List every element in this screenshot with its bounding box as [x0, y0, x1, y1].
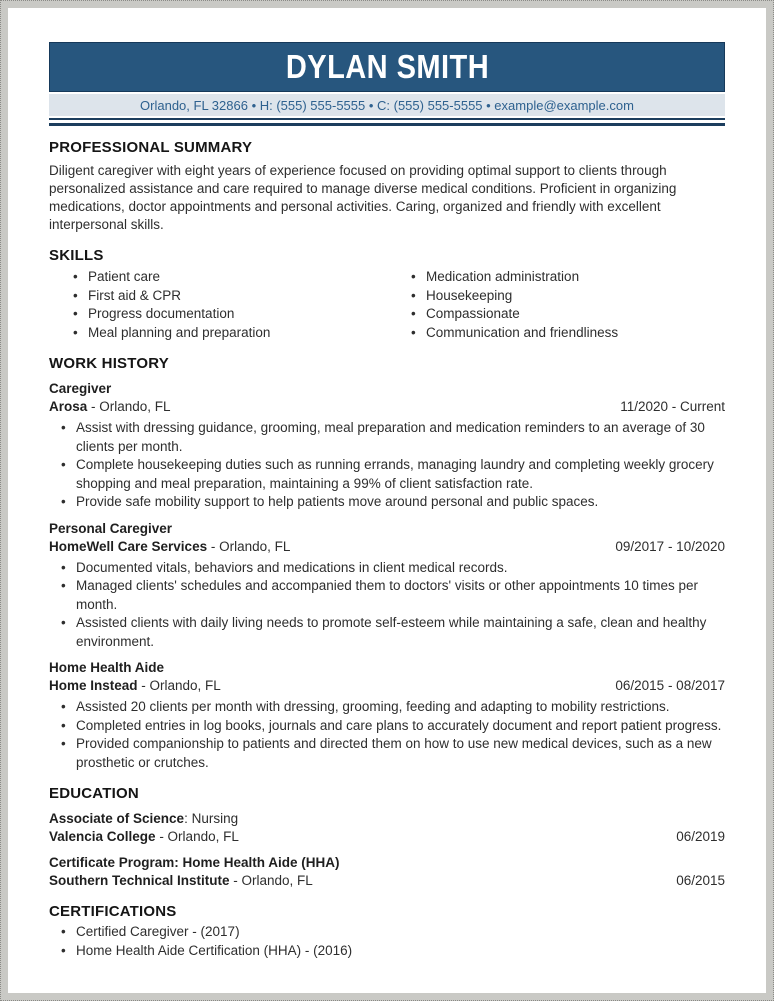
education-entry — [49, 810, 725, 846]
education-school-line — [49, 872, 725, 890]
skills-column-right — [387, 268, 725, 342]
education-date: 06/2015 — [676, 873, 725, 888]
job-bullet-list — [49, 559, 725, 652]
skill-item: • Patient care — [73, 268, 387, 287]
job-company-line — [49, 677, 725, 695]
education-degree — [49, 854, 725, 872]
degree-bold: Certificate Program: Home Health Aide (HHA) — [49, 855, 340, 870]
job-bullet-list — [49, 698, 725, 772]
summary-section-title: PROFESSIONAL SUMMARY — [49, 139, 253, 156]
skills-column-left — [49, 268, 387, 342]
job-company-line — [49, 398, 725, 416]
job-entry — [49, 659, 725, 772]
education-school — [49, 872, 313, 890]
school-location: - Orlando, FL — [155, 829, 239, 844]
job-role: Home Health Aide — [49, 660, 165, 675]
job-dates: 11/2020 - Current — [620, 399, 725, 414]
degree-bold: Associate of Science — [49, 811, 185, 826]
job-dates: 09/2017 - 10/2020 — [615, 538, 725, 554]
job-bullet: • Assisted clients with daily living needs to promote self-esteem while maintaining a safe, clean and healthy environment. — [61, 614, 725, 651]
skill-item: • Communication and friendliness — [411, 324, 725, 343]
resume-sheet — [8, 8, 766, 993]
job-company-name: Home Instead — [49, 678, 138, 693]
skill-item: • Meal planning and preparation — [73, 324, 387, 343]
work-section-title: WORK HISTORY — [49, 355, 169, 372]
job-entry — [49, 380, 725, 512]
job-company — [49, 398, 171, 416]
job-bullet: • Documented vitals, behaviors and medications in client medical records. — [61, 559, 725, 578]
degree-rest: : Nursing — [184, 811, 239, 826]
job-entry — [49, 520, 725, 652]
job-company-name: HomeWell Care Services — [49, 538, 208, 554]
job-role: Personal Caregiver — [49, 520, 173, 536]
name-banner — [49, 42, 725, 92]
skill-item: • Housekeeping — [411, 287, 725, 306]
skills-section-title: SKILLS — [49, 247, 104, 264]
job-bullet: • Assisted 20 clients per month with dressing, grooming, feeding and adapting to mobility restrictions. — [61, 698, 725, 717]
job-company — [49, 538, 290, 556]
job-company-line — [49, 538, 725, 556]
certification-item: • Certified Caregiver - (2017) — [61, 923, 725, 942]
education-degree — [49, 810, 725, 828]
job-bullet: • Provide safe mobility support to help patients move around personal and public spaces. — [61, 493, 725, 512]
skill-item: • First aid & CPR — [73, 287, 387, 306]
skill-item: • Medication administration — [411, 268, 725, 287]
certification-list — [49, 923, 725, 960]
school-name: Valencia College — [49, 829, 156, 844]
job-bullet: • Managed clients' schedules and accompanied them to doctors' visits or other appointments 10 times per month. — [61, 577, 725, 614]
skills-columns — [49, 268, 725, 342]
education-school — [49, 828, 239, 846]
education-school-line — [49, 828, 725, 846]
job-location: - Orlando, FL — [207, 538, 291, 554]
contact-bar: Orlando, FL 32866 • H: (555) 555-5555 • C: (555) 555-5555 • example@example.com — [49, 94, 725, 116]
summary-text: Diligent caregiver with eight years of experience focused on providing optimal support to clients through personalized assistance and care required to manage diverse medical conditions. Proficient in organizing medications, doctor appointments and personal activities. Caring, organized and friendly with excellent interpersonal skills. — [49, 163, 677, 232]
education-entry — [49, 854, 725, 890]
certification-item: • Home Health Aide Certification (HHA) - (2016) — [61, 942, 725, 961]
job-company-name: Arosa — [49, 399, 88, 414]
certifications-section-title: CERTIFICATIONS — [49, 903, 177, 920]
job-bullet: • Provided companionship to patients and directed them on how to use new medical devices, such as a new prosthetic or crutches. — [61, 735, 725, 772]
job-bullet-list — [49, 419, 725, 512]
page-title: DYLAN SMITH — [285, 48, 489, 85]
header-divider-rules — [49, 118, 725, 126]
education-date: 06/2019 — [676, 829, 725, 844]
school-location: - Orlando, FL — [229, 873, 313, 888]
job-dates: 06/2015 - 08/2017 — [615, 678, 725, 693]
school-name: Southern Technical Institute — [49, 873, 230, 888]
job-role: Caregiver — [49, 381, 112, 396]
skill-item: • Compassionate — [411, 305, 725, 324]
job-location: - Orlando, FL — [137, 678, 221, 693]
skill-item: • Progress documentation — [73, 305, 387, 324]
job-company — [49, 677, 221, 695]
job-bullet: • Complete housekeeping duties such as running errands, managing laundry and completing weekly grocery shopping and meal preparation, maintaining a 99% of client satisfaction rate. — [61, 456, 725, 493]
job-location: - Orlando, FL — [87, 399, 171, 414]
job-bullet: • Completed entries in log books, journals and care plans to accurately document and report patient progress. — [61, 717, 725, 736]
job-bullet: • Assist with dressing guidance, grooming, meal preparation and medication reminders to an average of 30 clients per month. — [61, 419, 725, 456]
education-section-title: EDUCATION — [49, 785, 139, 802]
